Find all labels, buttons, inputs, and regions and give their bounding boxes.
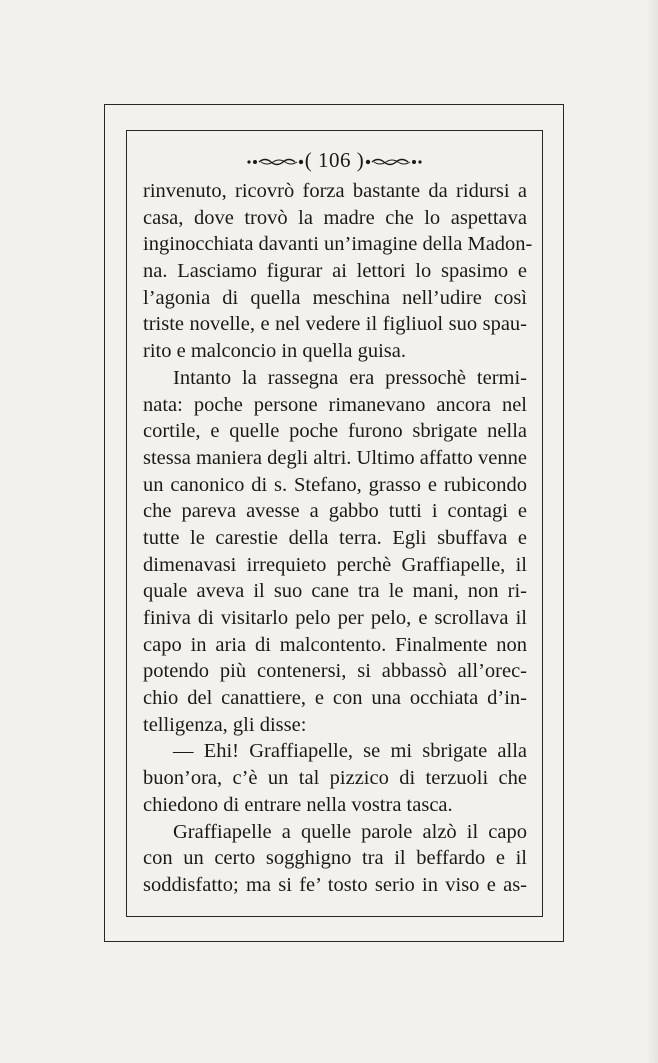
text-line: cortile, e quelle poche furono sbrigate nella [143,420,527,443]
page-edge-shadow [646,0,658,1063]
header-paren-open: ( [304,148,313,172]
text-line: un canonico di s. Stefano, grasso e rubicondo [143,473,527,496]
text-line: stessa maniera degli altri. Ultimo affatto venne [143,446,527,469]
text-line: rinvenuto, ricovrò forza bastante da ridursi a [143,180,527,202]
text-line: chio del canattiere, e con una occhiata d’in- [143,687,527,710]
text-line: chiedono di entrare nella vostra tasca. [143,793,453,816]
text-line: l’agonia di quella meschina nell’udire così [143,286,527,309]
page-header [126,148,543,172]
header-paren-close: ) [356,148,365,172]
text-line: potendo più contenersi, si abbassò all’orec- [143,660,527,683]
text-line: che pareva avesse a gabbo tutti i contagi e [143,500,527,523]
text-line: dimenavasi irrequieto perchè Graffiapelle, il [143,553,527,576]
page-number: 106 [318,148,351,172]
text-line: rito e malconcio in quella guisa. [143,340,407,363]
text-line: Graffiapelle a quelle parole alzò il capo [173,820,527,843]
body-text [143,178,533,899]
text-line: casa, dove trovò la madre che lo aspettava [143,206,527,229]
text-line: buon’ora, c’è un tal pizzico di terzuoli che [143,767,527,790]
text-line: con un certo sogghigno tra il beffardo e il [143,847,527,870]
text-line: na. Lasciamo figurar ai lettori lo spasimo e [143,260,527,283]
text-line: tutte le carestie della terra. Egli sbuffava e [143,526,527,549]
text-line: inginocchiata davanti un’imagine della Madon- [143,233,533,256]
text-line: quale aveva il suo cane tra le mani, non ri- [143,580,527,603]
text-line: finiva di visitarlo pelo per pelo, e scrollava il [143,607,527,629]
text-line: triste novelle, e nel vedere il figliuol suo spau- [143,313,527,336]
text-line: nata: poche persone rimanevano ancora nel [143,393,527,416]
text-line: Intanto la rassegna era pressochè termi- [173,366,527,389]
text-line: telligenza, gli disse: [143,713,307,736]
text-line: soddisfatto; ma si fe’ tosto serio in viso e as- [143,873,527,896]
text-line: capo in aria di malcontento. Finalmente non [143,633,527,656]
text-line: — Ehi! Graffiapelle, se mi sbrigate alla [173,740,527,763]
right-ornament-icon [364,157,424,167]
left-ornament-icon [245,157,305,167]
